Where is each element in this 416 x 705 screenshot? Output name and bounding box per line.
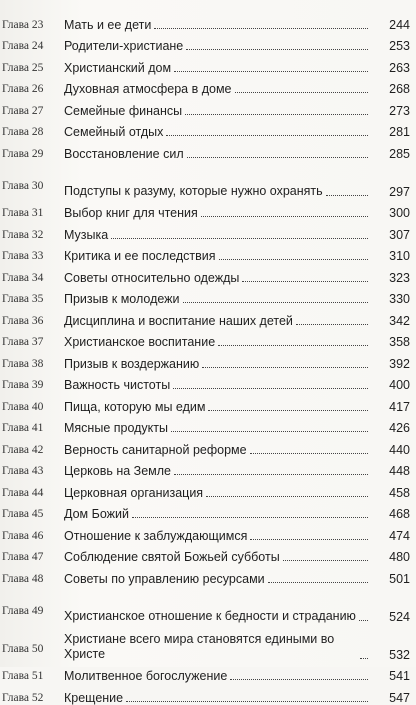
page-number: 458 (389, 485, 410, 500)
chapter-number: Глава 52 (2, 691, 44, 704)
dot-leader (218, 345, 368, 346)
toc-entry (0, 683, 416, 705)
page-number: 330 (389, 292, 410, 306)
toc-entry (0, 586, 416, 624)
chapter-title: Христиане всего мира становятся едиными во Христе (64, 631, 335, 661)
chapter-number: Глава 23 (2, 18, 44, 31)
chapter-number: Глава 26 (2, 83, 44, 95)
dot-leader (126, 701, 368, 702)
chapter-title: Церковная организация (64, 485, 204, 500)
chapter-title-wrap (64, 691, 372, 705)
toc-entry (0, 118, 416, 140)
chapter-number: Глава 43 (2, 465, 44, 477)
chapter-title-wrap (64, 271, 372, 285)
dot-leader (166, 135, 368, 136)
chapter-title: Христианское отношение к бедности и страданию (64, 608, 356, 623)
dot-leader (219, 259, 368, 260)
chapter-number: Глава 41 (2, 422, 44, 434)
chapter-number: Глава 25 (2, 61, 44, 74)
dot-leader (250, 539, 368, 540)
chapter-title: Молитвенное богослужение (64, 669, 228, 683)
chapter-title-wrap (64, 400, 372, 414)
dot-leader (206, 496, 368, 497)
chapter-title-wrap (64, 507, 372, 521)
chapter-title: Христианский дом (64, 60, 172, 75)
chapter-title: Выбор книг для чтения (64, 206, 198, 220)
chapter-number: Глава 31 (2, 207, 44, 219)
page-number: 285 (389, 146, 410, 161)
chapter-number: Глава 35 (2, 293, 44, 305)
toc-entry (0, 139, 416, 161)
chapter-title: Советы относительно одежды (64, 270, 240, 285)
dot-leader (230, 679, 368, 680)
page-number: 268 (389, 82, 410, 96)
dot-leader (242, 281, 368, 282)
page-number: 501 (389, 571, 410, 586)
chapter-title-wrap (64, 550, 372, 564)
chapter-title-wrap (64, 147, 372, 161)
page-number: 273 (389, 103, 410, 118)
dot-leader (208, 410, 368, 411)
toc-entry (0, 564, 416, 586)
page-number: 253 (389, 39, 410, 53)
page-number: 474 (389, 528, 410, 543)
dot-leader (326, 195, 368, 196)
page-number: 310 (389, 249, 410, 263)
chapter-title: Мясные продукты (64, 421, 169, 435)
chapter-title: Соблюдение святой Божьей субботы (64, 550, 280, 564)
chapter-title: Христианское воспитание (64, 335, 216, 349)
chapter-number: Глава 50 (2, 642, 44, 655)
page-number: 281 (389, 125, 410, 139)
page-number: 244 (389, 17, 410, 32)
chapter-number: Глава 40 (2, 400, 44, 413)
chapter-title-wrap (64, 125, 372, 139)
chapter-title: Восстановление сил (64, 146, 184, 161)
toc-entry (0, 263, 416, 285)
chapter-number: Глава 24 (2, 40, 44, 52)
toc-entry (0, 414, 416, 436)
chapter-title-wrap (64, 464, 372, 478)
page-number: 524 (389, 609, 410, 624)
chapter-title: Призыв к воздержанию (64, 356, 200, 371)
toc-entry (0, 96, 416, 118)
toc-entry (0, 392, 416, 414)
chapter-title-wrap (64, 61, 372, 75)
dot-leader (296, 324, 368, 325)
chapter-title-wrap (64, 609, 372, 624)
chapter-title-wrap (64, 572, 372, 586)
table-of-contents (0, 10, 416, 705)
dot-leader (201, 216, 368, 217)
chapter-title-wrap (64, 18, 372, 32)
chapter-number: Глава 39 (2, 379, 44, 391)
dot-leader (171, 431, 368, 432)
chapter-number: Глава 42 (2, 443, 44, 456)
chapter-title: Важность чистоты (64, 378, 171, 392)
chapter-number: Глава 49 (2, 604, 44, 617)
chapter-title-wrap (64, 249, 372, 263)
toc-entry (0, 10, 416, 32)
chapter-title: Дисциплина и воспитание наших детей (64, 313, 293, 328)
chapter-number: Глава 36 (2, 314, 44, 327)
chapter-title-wrap (64, 206, 372, 220)
dot-leader (154, 28, 368, 29)
page-number: 426 (389, 421, 410, 435)
toc-entry (0, 478, 416, 500)
dot-leader (173, 388, 368, 389)
dot-leader (250, 453, 368, 454)
chapter-title: Музыка (64, 227, 109, 242)
page-number: 342 (389, 313, 410, 328)
toc-entry (0, 328, 416, 350)
chapter-title-wrap (64, 421, 372, 435)
chapter-title: Советы по управлению ресурсами (64, 571, 265, 586)
chapter-title-wrap (64, 529, 372, 543)
chapter-number: Глава 44 (2, 486, 44, 499)
page-number: 541 (389, 669, 410, 683)
chapter-number: Глава 28 (2, 126, 44, 138)
chapter-title-wrap (64, 184, 372, 199)
chapter-title: Родители-христиане (64, 39, 184, 53)
toc-entry (0, 306, 416, 328)
chapter-title: Семейные финансы (64, 103, 183, 118)
dot-leader (174, 474, 368, 475)
chapter-title-wrap (64, 82, 372, 96)
chapter-title: Призыв к молодежи (64, 292, 180, 306)
chapter-number: Глава 34 (2, 271, 44, 284)
chapter-title-wrap (64, 632, 372, 662)
page-number: 300 (389, 206, 410, 220)
chapter-title: Критика и ее последствия (64, 249, 216, 263)
page-number: 323 (389, 270, 410, 285)
dot-leader (268, 582, 368, 583)
chapter-title-wrap (64, 443, 372, 457)
dot-leader (283, 560, 368, 561)
page-number: 532 (389, 647, 410, 662)
chapter-title: Отношение к заблуждающимся (64, 528, 248, 543)
dot-leader (183, 302, 368, 303)
page-number: 307 (389, 227, 410, 242)
page-number: 417 (389, 399, 410, 414)
toc-entry (0, 285, 416, 307)
chapter-title-wrap (64, 378, 372, 392)
toc-entry (0, 371, 416, 393)
chapter-title-wrap (64, 228, 372, 242)
chapter-number: Глава 38 (2, 357, 44, 370)
dot-leader (111, 238, 368, 239)
toc-entry (0, 220, 416, 242)
toc-entry (0, 161, 416, 199)
toc-entry (0, 75, 416, 97)
toc-entry (0, 521, 416, 543)
dot-leader (360, 658, 368, 659)
page-number: 468 (389, 507, 410, 521)
page-number: 547 (389, 690, 410, 705)
toc-entry (0, 543, 416, 565)
chapter-title-wrap (64, 357, 372, 371)
chapter-title-wrap (64, 292, 372, 306)
toc-entry (0, 53, 416, 75)
page-number: 358 (389, 335, 410, 349)
chapter-title: Подступы к разуму, которые нужно охранять (64, 183, 323, 198)
chapter-number: Глава 51 (2, 670, 44, 682)
page-number: 480 (389, 550, 410, 564)
toc-entry (0, 435, 416, 457)
chapter-number: Глава 47 (2, 551, 44, 563)
page-number: 440 (389, 442, 410, 457)
page-number: 448 (389, 464, 410, 478)
chapter-title-wrap (64, 39, 372, 53)
toc-entry (0, 349, 416, 371)
chapter-number: Глава 29 (2, 147, 44, 160)
chapter-number: Глава 30 (2, 179, 44, 192)
toc-entry (0, 500, 416, 522)
chapter-title: Пища, которую мы едим (64, 399, 206, 414)
page-number: 263 (389, 60, 410, 75)
toc-entry (0, 624, 416, 662)
chapter-title: Крещение (64, 690, 124, 705)
dot-leader (359, 620, 368, 621)
dot-leader (174, 71, 368, 72)
chapter-title: Мать и ее дети (64, 17, 152, 32)
chapter-number: Глава 46 (2, 529, 44, 542)
toc-entry (0, 242, 416, 264)
chapter-title: Церковь на Земле (64, 464, 172, 478)
chapter-title-wrap (64, 335, 372, 349)
chapter-title-wrap (64, 314, 372, 328)
dot-leader (202, 367, 368, 368)
toc-entry (0, 32, 416, 54)
chapter-title: Семейный отдых (64, 125, 164, 139)
toc-entry (0, 457, 416, 479)
page-number: 400 (389, 378, 410, 392)
chapter-title: Дом Божий (64, 507, 129, 521)
dot-leader (186, 49, 368, 50)
toc-entry (0, 199, 416, 221)
dot-leader (132, 517, 368, 518)
chapter-number: Глава 33 (2, 250, 44, 262)
chapter-number: Глава 27 (2, 104, 44, 117)
chapter-title: Духовная атмосфера в доме (64, 82, 232, 96)
chapter-title-wrap (64, 669, 372, 683)
chapter-number: Глава 37 (2, 336, 44, 348)
dot-leader (187, 157, 368, 158)
chapter-number: Глава 48 (2, 572, 44, 585)
chapter-number: Глава 32 (2, 228, 44, 241)
chapter-title-wrap (64, 104, 372, 118)
page-number: 297 (389, 184, 410, 199)
chapter-title-wrap (64, 486, 372, 500)
dot-leader (235, 92, 368, 93)
chapter-title: Верность санитарной реформе (64, 442, 247, 457)
chapter-number: Глава 45 (2, 508, 44, 520)
dot-leader (185, 114, 368, 115)
page-number: 392 (389, 356, 410, 371)
toc-entry (0, 662, 416, 684)
